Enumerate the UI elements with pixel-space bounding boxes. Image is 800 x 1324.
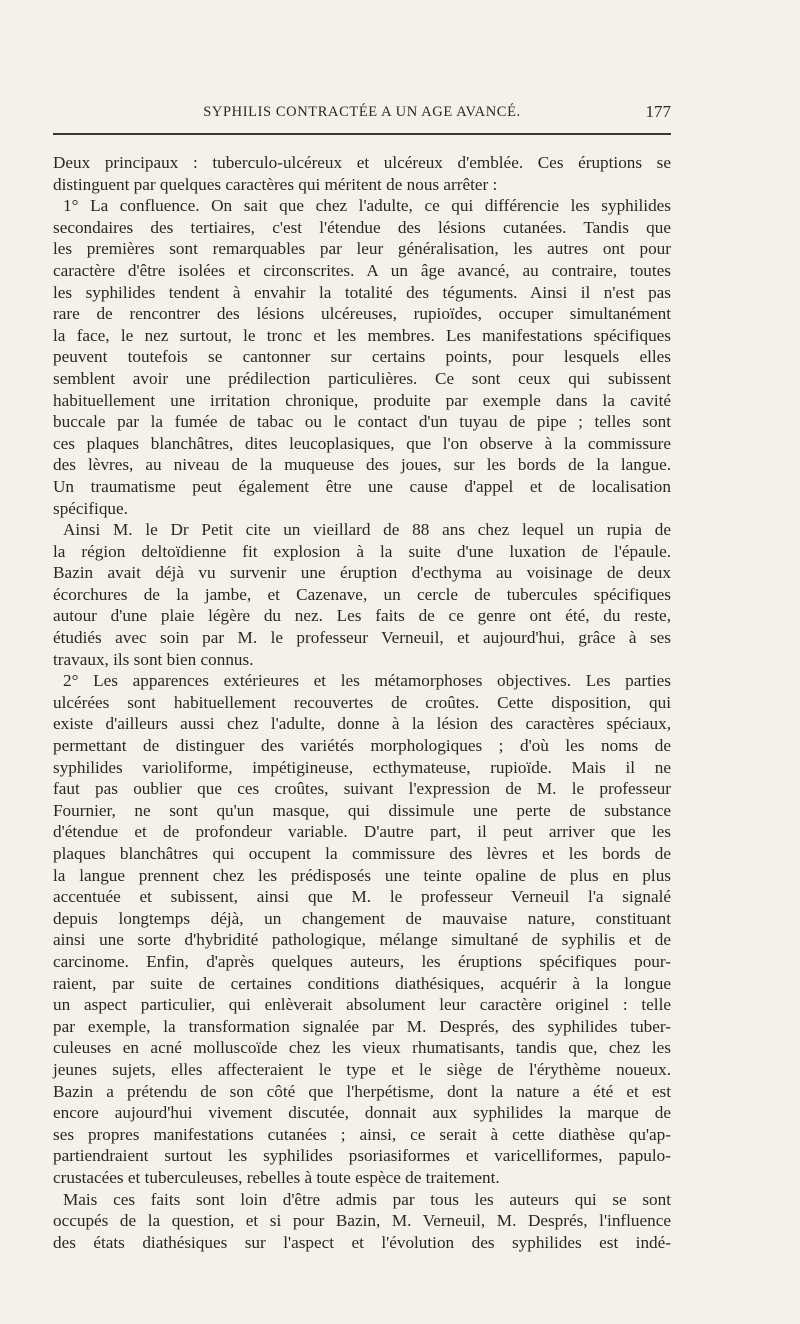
text-line: par exemple, la transformation signalée par M. Després, des syphilides tuber- bbox=[53, 1016, 671, 1036]
text-line: encore aujourd'hui vivement discutée, donnait aux syphilides la marque de bbox=[53, 1103, 671, 1123]
text-line: un aspect particulier, qui enlèverait absolument leur caractère originel : telle bbox=[53, 995, 671, 1015]
text-line: des lèvres, au niveau de la muqueuse des joues, sur les bords de la langue. bbox=[53, 455, 671, 475]
text-line: les syphilides tendent à envahir la totalité des téguments. Ainsi il n'est pas bbox=[53, 282, 671, 302]
text-line: raient, par suite de certaines conditions diathésiques, acquérir à la longue bbox=[53, 973, 671, 993]
body-text bbox=[53, 152, 671, 1253]
text-line: Deux principaux : tuberculo-ulcéreux et ulcéreux d'emblée. Ces éruptions se bbox=[53, 153, 671, 172]
text-line: depuis longtemps déjà, un changement de mauvaise nature, constituant bbox=[53, 908, 671, 928]
text-line: ses propres manifestations cutanées ; ainsi, ce serait à cette diathèse qu'ap- bbox=[53, 1124, 671, 1144]
text-line: secondaires des tertiaires, c'est l'étendue des lésions cutanées. Tandis que bbox=[53, 217, 671, 237]
text-line: crustacées et tuberculeuses, rebelles à toute espèce de traitement. bbox=[53, 1167, 500, 1187]
text-line: accentuée et subissent, ainsi que M. le professeur Verneuil l'a signalé bbox=[53, 887, 671, 907]
text-line: ces plaques blanchâtres, dites leucoplasiques, que l'on observe à la commissure bbox=[53, 433, 671, 453]
text-line: jeunes sujets, elles affecteraient le type et le siège de l'érythème noueux. bbox=[53, 1059, 671, 1079]
text-line: Mais ces faits sont loin d'être admis par tous les auteurs qui se sont bbox=[63, 1189, 671, 1209]
text-line: 2° Les apparences extérieures et les métamorphoses objectives. Les parties bbox=[63, 671, 671, 691]
text-line: les premières sont remarquables par leur généralisation, les autres ont pour bbox=[53, 239, 671, 259]
text-line: carcinome. Enfin, d'après quelques auteurs, les éruptions spécifiques pour- bbox=[53, 951, 671, 971]
text-line: la langue prennent chez les prédisposés une teinte opaline de plus en plus bbox=[53, 865, 671, 885]
text-line: habituellement une irritation chronique, produite par exemple dans la cavité bbox=[53, 390, 671, 410]
text-line: distinguent par quelques caractères qui méritent de nous arrêter : bbox=[53, 174, 498, 194]
text-line: partiendraient surtout les syphilides psoriasiformes et varicelliformes, papulo- bbox=[53, 1146, 671, 1166]
text-line: existe d'ailleurs aussi chez l'adulte, donne à la lésion des caractères spéciaux, bbox=[53, 714, 671, 734]
text-line: écorchures de la jambe, et Cazenave, un cercle de tubercules spécifiques bbox=[53, 584, 671, 604]
text-line: des états diathésiques sur l'aspect et l'évolution des syphilides est indé- bbox=[53, 1232, 671, 1252]
text-line: Fournier, ne sont qu'un masque, qui dissimule une perte de substance bbox=[53, 800, 671, 820]
text-line: d'étendue et de profondeur variable. D'autre part, il peut arriver que les bbox=[53, 822, 671, 842]
text-line: faut pas oublier que ces croûtes, suivant l'expression de M. le professeur bbox=[53, 779, 671, 799]
text-line: rare de rencontrer des lésions ulcéreuses, rupioïdes, occuper simultanément bbox=[53, 304, 671, 324]
text-line: 1° La confluence. On sait que chez l'adulte, ce qui différencie les syphilides bbox=[63, 196, 671, 216]
text-line: ulcérées sont habituellement recouvertes de croûtes. Cette disposition, qui bbox=[53, 692, 671, 712]
text-line: Ainsi M. le Dr Petit cite un vieillard de 88 ans chez lequel un rupia de bbox=[63, 520, 671, 540]
text-line: plaques blanchâtres qui occupent la commissure des lèvres et les bords de bbox=[53, 844, 671, 863]
text-line: travaux, ils sont bien connus. bbox=[53, 649, 254, 669]
text-line: permettant de distinguer des variétés morphologiques ; d'où les noms de bbox=[53, 736, 671, 756]
text-line: ainsi une sorte d'hybridité pathologique, mélange simultané de syphilis et de bbox=[53, 930, 671, 950]
text-line: buccale par la fumée de tabac ou le contact d'un tuyau de pipe ; telles sont bbox=[53, 412, 671, 432]
text-line: Un traumatisme peut également être une cause d'appel et de localisation bbox=[53, 476, 671, 496]
text-line: peuvent toutefois se cantonner sur certains points, pour lesquels elles bbox=[53, 347, 671, 367]
text-line: la région deltoïdienne fit explosion à la suite d'une luxation de l'épaule. bbox=[53, 541, 671, 561]
text-line: spécifique. bbox=[53, 498, 128, 518]
text-line: semblent avoir une prédilection particulières. Ce sont ceux qui subissent bbox=[53, 368, 671, 388]
text-line: Bazin avait déjà vu survenir une éruption d'ecthyma au voisinage de deux bbox=[53, 563, 671, 583]
text-line: caractère d'être isolées et circonscrites. A un âge avancé, au contraire, toutes bbox=[53, 260, 671, 280]
text-line: Bazin a prétendu de son côté que l'herpétisme, dont la nature a été et est bbox=[53, 1081, 671, 1101]
text-line: syphilides varioliforme, impétigineuse, ecthymateuse, rupioïde. Mais il ne bbox=[53, 757, 671, 777]
text-line: la face, le nez surtout, le tronc et les membres. Les manifestations spécifiques bbox=[53, 325, 671, 345]
text-line: occupés de la question, et si pour Bazin, M. Verneuil, M. Després, l'influence bbox=[53, 1211, 671, 1231]
running-head bbox=[53, 100, 671, 130]
text-line: étudiés avec soin par M. le professeur Verneuil, et aujourd'hui, grâce à ses bbox=[53, 628, 671, 648]
page-number: 177 bbox=[645, 102, 671, 121]
running-title: SYPHILIS CONTRACTÉE A UN AGE AVANCÉ. bbox=[203, 104, 521, 120]
text-line: autour d'une plaie légère du nez. Les faits de ce genre ont été, du reste, bbox=[53, 606, 671, 626]
text-line: culeuses en acné molluscoïde chez les vieux rhumatisants, tandis que, chez les bbox=[53, 1038, 671, 1058]
header-rule bbox=[53, 133, 671, 135]
